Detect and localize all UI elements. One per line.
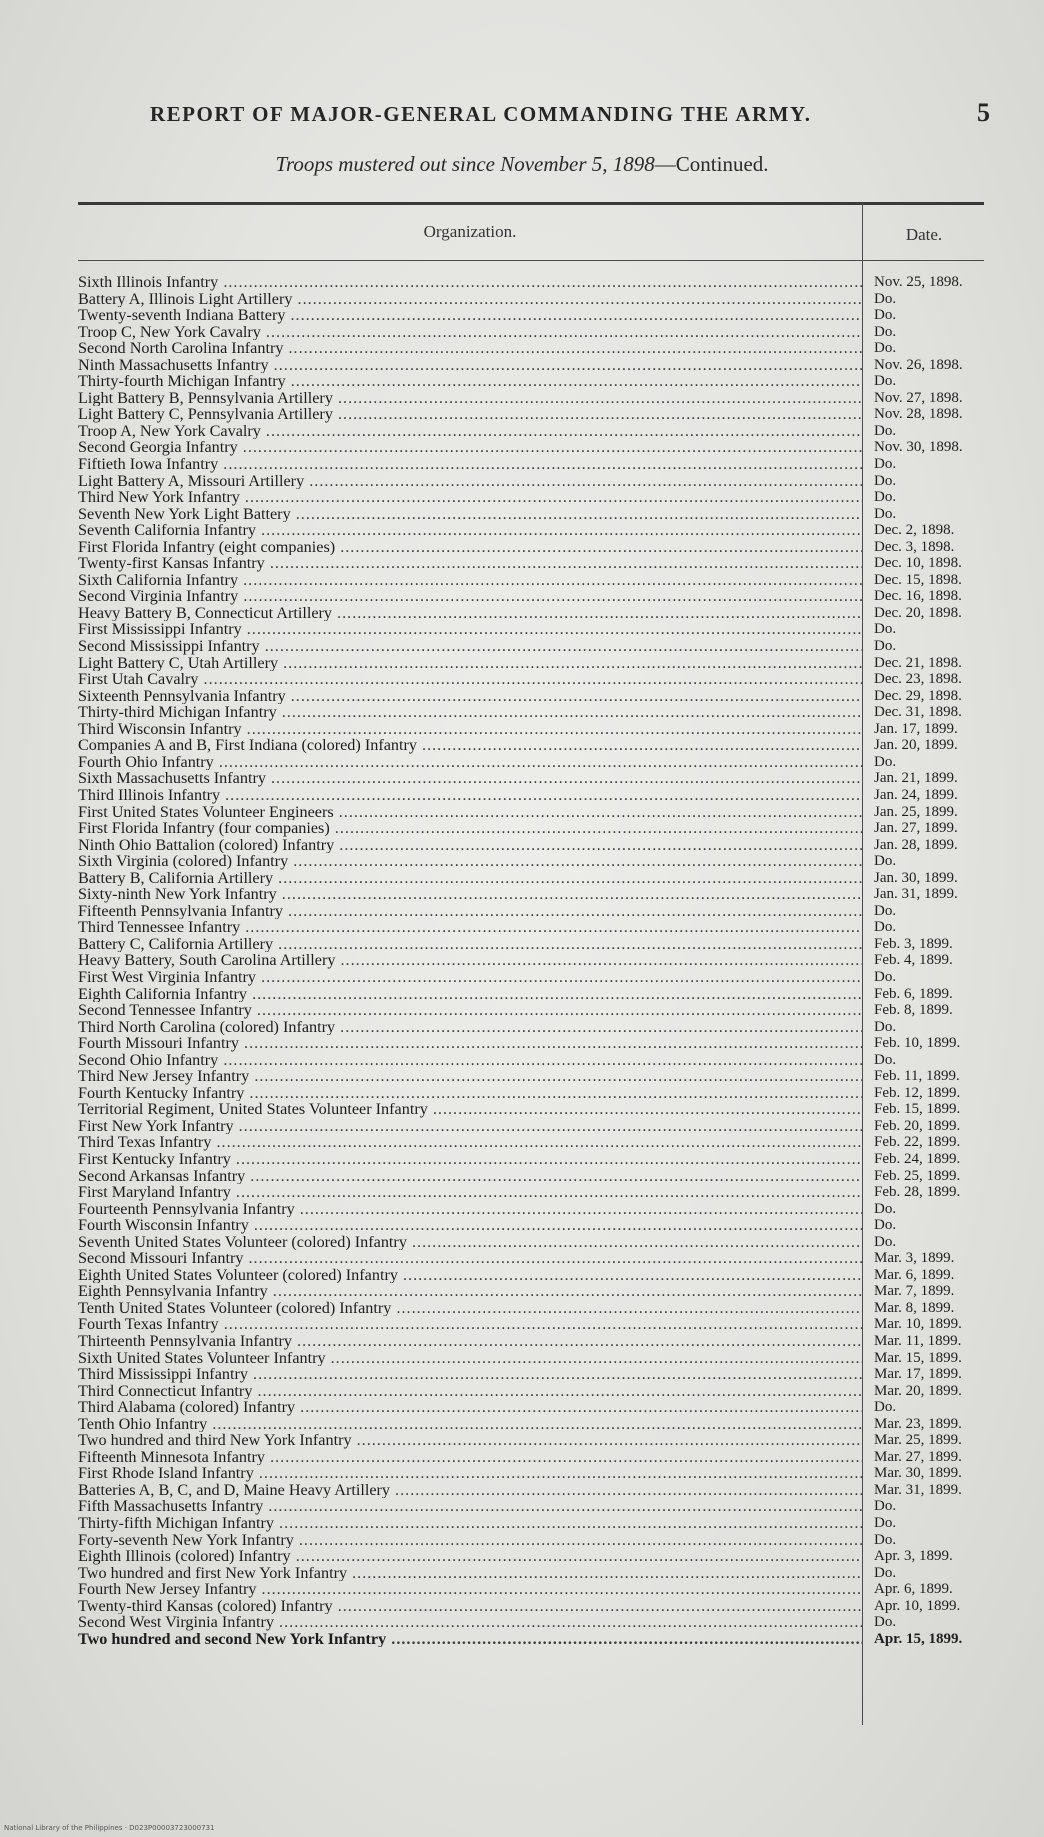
table-row bbox=[78, 837, 984, 854]
table-row bbox=[78, 1383, 984, 1400]
table-row bbox=[78, 919, 984, 936]
organization-cell: Thirteenth Pennsylvania Infantry ..... bbox=[78, 1333, 862, 1350]
date-cell: Do. bbox=[874, 340, 897, 357]
date-cell: Mar. 7, 1899. bbox=[874, 1283, 955, 1300]
date-cell: Dec. 29, 1898. bbox=[874, 687, 962, 704]
organization-cell: Sixth Illinois Infantry ..... bbox=[78, 274, 862, 291]
table-row bbox=[78, 1399, 984, 1416]
date-cell: Do. bbox=[874, 290, 897, 307]
date-cell: Jan. 30, 1899. bbox=[874, 869, 958, 886]
date-cell: Do. bbox=[874, 373, 897, 390]
organization-cell: Light Battery B, Pennsylvania Artillery ..... bbox=[78, 390, 862, 407]
table-row bbox=[78, 1250, 984, 1267]
date-cell: Do. bbox=[874, 323, 897, 340]
table-row bbox=[78, 605, 984, 622]
date-cell: Feb. 22, 1899. bbox=[874, 1134, 961, 1151]
organization-cell: Third Mississippi Infantry ..... bbox=[78, 1366, 862, 1383]
date-cell: Jan. 25, 1899. bbox=[874, 803, 958, 820]
date-cell: Feb. 4, 1899. bbox=[874, 952, 953, 969]
organization-cell: Fourth Kentucky Infantry ..... bbox=[78, 1085, 862, 1102]
organization-cell: Sixth Massachusetts Infantry ..... bbox=[78, 770, 862, 787]
date-cell: Do. bbox=[874, 621, 897, 638]
date-cell: Do. bbox=[874, 1200, 897, 1217]
organization-cell: Second Missouri Infantry ..... bbox=[78, 1250, 862, 1267]
organization-cell: Sixteenth Pennsylvania Infantry ..... bbox=[78, 688, 862, 705]
table-row bbox=[78, 1035, 984, 1052]
organization-cell: Eighth Illinois (colored) Infantry ..... bbox=[78, 1548, 862, 1565]
date-cell: Do. bbox=[874, 1233, 897, 1250]
organization-cell: Second Tennessee Infantry ..... bbox=[78, 1002, 862, 1019]
organization-cell: Forty-seventh New York Infantry ..... bbox=[78, 1532, 862, 1549]
table-row bbox=[78, 539, 984, 556]
organization-cell: First Kentucky Infantry ..... bbox=[78, 1151, 862, 1168]
organization-cell: Two hundred and second New York Infantry ..... bbox=[78, 1631, 862, 1648]
organization-cell: Fourth Missouri Infantry ..... bbox=[78, 1035, 862, 1052]
organization-cell: Troop A, New York Cavalry ..... bbox=[78, 423, 862, 440]
table-row bbox=[78, 787, 984, 804]
date-cell: Dec. 20, 1898. bbox=[874, 604, 962, 621]
organization-cell: Thirty-fourth Michigan Infantry ..... bbox=[78, 373, 862, 390]
organization-cell: Eighth United States Volunteer (colored) Infantry ..... bbox=[78, 1267, 862, 1284]
column-header-organization: Organization. bbox=[423, 222, 517, 241]
date-cell: Feb. 6, 1899. bbox=[874, 985, 953, 1002]
date-cell: Jan. 27, 1899. bbox=[874, 820, 958, 837]
table-row bbox=[78, 1085, 984, 1102]
table-row bbox=[78, 704, 984, 721]
organization-cell: Third Texas Infantry ..... bbox=[78, 1134, 862, 1151]
table-row bbox=[78, 373, 984, 390]
date-cell: Nov. 26, 1898. bbox=[874, 356, 963, 373]
table-row bbox=[78, 439, 984, 456]
organization-cell: Second Mississippi Infantry ..... bbox=[78, 638, 862, 655]
table-row bbox=[78, 1631, 984, 1648]
date-cell: Mar. 31, 1899. bbox=[874, 1481, 962, 1498]
organization-cell: Fifteenth Pennsylvania Infantry ..... bbox=[78, 903, 862, 920]
table-row bbox=[78, 903, 984, 920]
date-cell: Dec. 31, 1898. bbox=[874, 704, 962, 721]
organization-cell: Light Battery A, Missouri Artillery ..... bbox=[78, 473, 862, 490]
page-number: 5 bbox=[977, 98, 990, 127]
table-row bbox=[78, 936, 984, 953]
date-cell: Mar. 10, 1899. bbox=[874, 1316, 962, 1333]
report-title: REPORT OF MAJOR-GENERAL COMMANDING THE ARMY. bbox=[150, 102, 812, 126]
table-row bbox=[78, 1449, 984, 1466]
organization-cell: Batteries A, B, C, and D, Maine Heavy Artillery ..... bbox=[78, 1482, 862, 1499]
organization-cell: Light Battery C, Utah Artillery ..... bbox=[78, 655, 862, 672]
date-cell: Do. bbox=[874, 1531, 897, 1548]
date-cell: Mar. 3, 1899. bbox=[874, 1250, 955, 1267]
organization-cell: Twenty-first Kansas Infantry ..... bbox=[78, 555, 862, 572]
organization-cell: Third Wisconsin Infantry ..... bbox=[78, 721, 862, 738]
organization-cell: First Utah Cavalry ..... bbox=[78, 671, 862, 688]
organization-cell: Third Connecticut Infantry ..... bbox=[78, 1383, 862, 1400]
organization-cell: Third Tennessee Infantry ..... bbox=[78, 919, 862, 936]
date-cell: Dec. 21, 1898. bbox=[874, 654, 962, 671]
table-row bbox=[78, 406, 984, 423]
organization-cell: Territorial Regiment, United States Volunteer Infantry ..... bbox=[78, 1101, 862, 1118]
table-row bbox=[78, 1201, 984, 1218]
table-row bbox=[78, 1316, 984, 1333]
organization-cell: Eighth Pennsylvania Infantry ..... bbox=[78, 1283, 862, 1300]
date-cell: Nov. 30, 1898. bbox=[874, 439, 963, 456]
organization-cell: Fifth Massachusetts Infantry ..... bbox=[78, 1498, 862, 1515]
table-row bbox=[78, 1283, 984, 1300]
table-row bbox=[78, 1416, 984, 1433]
date-cell: Dec. 23, 1898. bbox=[874, 671, 962, 688]
organization-cell: Ninth Ohio Battalion (colored) Infantry ..... bbox=[78, 837, 862, 854]
table-row bbox=[78, 357, 984, 374]
table-body bbox=[78, 274, 984, 1647]
organization-cell: Fourth Wisconsin Infantry ..... bbox=[78, 1217, 862, 1234]
organization-cell: Two hundred and first New York Infantry ..... bbox=[78, 1565, 862, 1582]
date-cell: Jan. 24, 1899. bbox=[874, 786, 958, 803]
table-row bbox=[78, 307, 984, 324]
date-cell: Feb. 24, 1899. bbox=[874, 1150, 961, 1167]
table-row bbox=[78, 588, 984, 605]
table-row bbox=[78, 1002, 984, 1019]
date-cell: Do. bbox=[874, 1498, 897, 1515]
organization-cell: Third Illinois Infantry ..... bbox=[78, 787, 862, 804]
table-row bbox=[78, 655, 984, 672]
date-cell: Do. bbox=[874, 638, 897, 655]
organization-cell: Fourteenth Pennsylvania Infantry ..... bbox=[78, 1201, 862, 1218]
date-cell: Jan. 28, 1899. bbox=[874, 836, 958, 853]
organization-cell: Third New Jersey Infantry ..... bbox=[78, 1068, 862, 1085]
organization-cell: Seventh New York Light Battery ..... bbox=[78, 506, 862, 523]
date-cell: Dec. 2, 1898. bbox=[874, 522, 955, 539]
table-row bbox=[78, 688, 984, 705]
organization-cell: Second North Carolina Infantry ..... bbox=[78, 340, 862, 357]
table-row bbox=[78, 1333, 984, 1350]
date-cell: Apr. 15, 1899. bbox=[874, 1630, 963, 1647]
organization-cell: Fourth Texas Infantry ..... bbox=[78, 1316, 862, 1333]
organization-cell: Heavy Battery B, Connecticut Artillery ..... bbox=[78, 605, 862, 622]
date-cell: Nov. 28, 1898. bbox=[874, 406, 963, 423]
organization-cell: First Rhode Island Infantry ..... bbox=[78, 1465, 862, 1482]
organization-cell: Two hundred and third New York Infantry ..... bbox=[78, 1432, 862, 1449]
organization-cell: Fifteenth Minnesota Infantry ..... bbox=[78, 1449, 862, 1466]
date-cell: Mar. 23, 1899. bbox=[874, 1415, 962, 1432]
table-row bbox=[78, 1234, 984, 1251]
table-row bbox=[78, 1498, 984, 1515]
table-row bbox=[78, 473, 984, 490]
date-cell: Mar. 17, 1899. bbox=[874, 1366, 962, 1383]
date-cell: Do. bbox=[874, 489, 897, 506]
organization-cell: Third Alabama (colored) Infantry ..... bbox=[78, 1399, 862, 1416]
date-cell: Do. bbox=[874, 753, 897, 770]
date-cell: Mar. 6, 1899. bbox=[874, 1266, 955, 1283]
table-caption bbox=[0, 152, 1044, 177]
organization-cell: First Mississippi Infantry ..... bbox=[78, 621, 862, 638]
table-row bbox=[78, 1548, 984, 1565]
table-row bbox=[78, 986, 984, 1003]
organization-cell: Thirty-fifth Michigan Infantry ..... bbox=[78, 1515, 862, 1532]
organization-cell: First Maryland Infantry ..... bbox=[78, 1184, 862, 1201]
table-row bbox=[78, 1101, 984, 1118]
table-row bbox=[78, 621, 984, 638]
table-row bbox=[78, 1598, 984, 1615]
table-row bbox=[78, 390, 984, 407]
organization-cell: First Florida Infantry (four companies) ..... bbox=[78, 820, 862, 837]
organization-cell: Fourth New Jersey Infantry ..... bbox=[78, 1581, 862, 1598]
organization-cell: Sixth United States Volunteer Infantry ..... bbox=[78, 1350, 862, 1367]
table-row bbox=[78, 820, 984, 837]
organization-cell: Tenth Ohio Infantry ..... bbox=[78, 1416, 862, 1433]
table-row bbox=[78, 1217, 984, 1234]
date-cell: Feb. 28, 1899. bbox=[874, 1184, 961, 1201]
date-cell: Do. bbox=[874, 472, 897, 489]
organization-cell: Battery A, Illinois Light Artillery ..... bbox=[78, 291, 862, 308]
organization-cell: Fourth Ohio Infantry ..... bbox=[78, 754, 862, 771]
table-row bbox=[78, 721, 984, 738]
table-row bbox=[78, 737, 984, 754]
date-cell: Feb. 15, 1899. bbox=[874, 1101, 961, 1118]
date-cell: Do. bbox=[874, 968, 897, 985]
table-row bbox=[78, 1052, 984, 1069]
organization-cell: Third New York Infantry ..... bbox=[78, 489, 862, 506]
date-cell: Do. bbox=[874, 1051, 897, 1068]
date-cell: Jan. 31, 1899. bbox=[874, 886, 958, 903]
date-cell: Apr. 3, 1899. bbox=[874, 1548, 953, 1565]
table-row bbox=[78, 1184, 984, 1201]
organization-cell: First Florida Infantry (eight companies) ..... bbox=[78, 539, 862, 556]
date-cell: Do. bbox=[874, 853, 897, 870]
date-cell: Feb. 20, 1899. bbox=[874, 1117, 961, 1134]
table-row bbox=[78, 1465, 984, 1482]
table-row bbox=[78, 555, 984, 572]
date-cell: Mar. 15, 1899. bbox=[874, 1349, 962, 1366]
table-row bbox=[78, 1019, 984, 1036]
organization-cell: Light Battery C, Pennsylvania Artillery ..... bbox=[78, 406, 862, 423]
date-cell: Do. bbox=[874, 1564, 897, 1581]
date-cell: Mar. 8, 1899. bbox=[874, 1299, 955, 1316]
scan-credit: National Library of the Philippines · D023P00003723000731 bbox=[4, 1824, 215, 1832]
organization-cell: Tenth United States Volunteer (colored) Infantry ..... bbox=[78, 1300, 862, 1317]
date-cell: Mar. 27, 1899. bbox=[874, 1448, 962, 1465]
date-cell: Feb. 10, 1899. bbox=[874, 1035, 961, 1052]
organization-cell: Companies A and B, First Indiana (colored) Infantry ..... bbox=[78, 737, 862, 754]
date-cell: Mar. 25, 1899. bbox=[874, 1432, 962, 1449]
column-header-date: Date. bbox=[905, 225, 943, 244]
table-row bbox=[78, 522, 984, 539]
date-cell: Do. bbox=[874, 1217, 897, 1234]
table-row bbox=[78, 886, 984, 903]
date-cell: Do. bbox=[874, 1614, 897, 1631]
table-row bbox=[78, 572, 984, 589]
date-cell: Dec. 15, 1898. bbox=[874, 571, 962, 588]
date-cell: Apr. 10, 1899. bbox=[874, 1597, 961, 1614]
organization-cell: Second Arkansas Infantry ..... bbox=[78, 1168, 862, 1185]
date-cell: Mar. 11, 1899. bbox=[874, 1333, 962, 1349]
table-row bbox=[78, 274, 984, 291]
organization-cell: Heavy Battery, South Carolina Artillery ..... bbox=[78, 952, 862, 969]
date-cell: Jan. 21, 1899. bbox=[874, 770, 958, 787]
date-cell: Apr. 6, 1899. bbox=[874, 1581, 953, 1598]
table-row bbox=[78, 456, 984, 473]
table-row bbox=[78, 1565, 984, 1582]
table-caption-continued: —Continued. bbox=[654, 152, 769, 176]
date-cell: Feb. 12, 1899. bbox=[874, 1084, 961, 1101]
date-cell: Nov. 25, 1898. bbox=[874, 274, 963, 290]
organization-cell: Ninth Massachusetts Infantry ..... bbox=[78, 357, 862, 374]
date-cell: Mar. 20, 1899. bbox=[874, 1382, 962, 1399]
table-row bbox=[78, 489, 984, 506]
organization-cell: Battery C, California Artillery ..... bbox=[78, 936, 862, 953]
table-header-rule bbox=[78, 260, 984, 261]
organization-cell: Sixth California Infantry ..... bbox=[78, 572, 862, 589]
date-cell: Feb. 11, 1899. bbox=[874, 1068, 960, 1085]
organization-cell: First New York Infantry ..... bbox=[78, 1118, 862, 1135]
table-row bbox=[78, 770, 984, 787]
table-row bbox=[78, 870, 984, 887]
table-row bbox=[78, 324, 984, 341]
date-cell: Dec. 16, 1898. bbox=[874, 588, 962, 605]
table-row bbox=[78, 1350, 984, 1367]
organization-cell: Seventh United States Volunteer (colored) Infantry ..... bbox=[78, 1234, 862, 1251]
table-row bbox=[78, 506, 984, 523]
date-cell: Jan. 17, 1899. bbox=[874, 720, 958, 737]
date-cell: Feb. 25, 1899. bbox=[874, 1167, 961, 1184]
table-row bbox=[78, 1134, 984, 1151]
table-row bbox=[78, 1068, 984, 1085]
table-row bbox=[78, 754, 984, 771]
organization-cell: Second Georgia Infantry ..... bbox=[78, 439, 862, 456]
organization-cell: Seventh California Infantry ..... bbox=[78, 522, 862, 539]
table-row bbox=[78, 952, 984, 969]
organization-cell: Second West Virginia Infantry ..... bbox=[78, 1614, 862, 1631]
date-cell: Do. bbox=[874, 1515, 897, 1532]
page-header bbox=[150, 98, 990, 128]
date-cell: Mar. 30, 1899. bbox=[874, 1465, 962, 1482]
table-row bbox=[78, 1515, 984, 1532]
table-row bbox=[78, 638, 984, 655]
organization-cell: Second Ohio Infantry ..... bbox=[78, 1052, 862, 1069]
date-cell: Do. bbox=[874, 1018, 897, 1035]
organization-cell: Third North Carolina (colored) Infantry ..... bbox=[78, 1019, 862, 1036]
date-cell: Do. bbox=[874, 919, 897, 936]
organization-cell: First West Virginia Infantry ..... bbox=[78, 969, 862, 986]
organization-cell: Sixty-ninth New York Infantry ..... bbox=[78, 886, 862, 903]
date-cell: Jan. 20, 1899. bbox=[874, 737, 958, 754]
table-row bbox=[78, 1118, 984, 1135]
date-cell: Do. bbox=[874, 456, 897, 473]
date-cell: Feb. 8, 1899. bbox=[874, 1002, 953, 1019]
organization-cell: Twenty-third Kansas (colored) Infantry ..... bbox=[78, 1598, 862, 1615]
date-cell: Dec. 10, 1898. bbox=[874, 555, 962, 572]
table-top-rule bbox=[78, 202, 984, 205]
table-row bbox=[78, 1168, 984, 1185]
date-cell: Nov. 27, 1898. bbox=[874, 389, 963, 406]
table-row bbox=[78, 1581, 984, 1598]
date-cell: Feb. 3, 1899. bbox=[874, 935, 953, 952]
table-row bbox=[78, 853, 984, 870]
table-row bbox=[78, 1482, 984, 1499]
organization-cell: Eighth California Infantry ..... bbox=[78, 986, 862, 1003]
organization-cell: Fiftieth Iowa Infantry ..... bbox=[78, 456, 862, 473]
organization-cell: First United States Volunteer Engineers ..... bbox=[78, 804, 862, 821]
table-row bbox=[78, 423, 984, 440]
table-row bbox=[78, 804, 984, 821]
date-cell: Do. bbox=[874, 422, 897, 439]
table-caption-italic: Troops mustered out since November 5, 1898 bbox=[275, 152, 655, 176]
organization-cell: Second Virginia Infantry ..... bbox=[78, 588, 862, 605]
organization-cell: Thirty-third Michigan Infantry ..... bbox=[78, 704, 862, 721]
organization-cell: Troop C, New York Cavalry ..... bbox=[78, 324, 862, 341]
table-row bbox=[78, 1366, 984, 1383]
date-cell: Do. bbox=[874, 902, 897, 919]
date-cell: Do. bbox=[874, 307, 897, 324]
date-cell: Do. bbox=[874, 1399, 897, 1416]
organization-cell: Twenty-seventh Indiana Battery ..... bbox=[78, 307, 862, 324]
table-row bbox=[78, 1432, 984, 1449]
table-row bbox=[78, 671, 984, 688]
table-row bbox=[78, 1151, 984, 1168]
date-cell: Dec. 3, 1898. bbox=[874, 538, 955, 555]
date-cell: Do. bbox=[874, 505, 897, 522]
table-row bbox=[78, 969, 984, 986]
table-row bbox=[78, 1267, 984, 1284]
table-row bbox=[78, 1300, 984, 1317]
table-row bbox=[78, 340, 984, 357]
table-row bbox=[78, 1614, 984, 1631]
organization-cell: Battery B, California Artillery ..... bbox=[78, 870, 862, 887]
table-row bbox=[78, 291, 984, 308]
organization-cell: Sixth Virginia (colored) Infantry ..... bbox=[78, 853, 862, 870]
table-row bbox=[78, 1532, 984, 1549]
